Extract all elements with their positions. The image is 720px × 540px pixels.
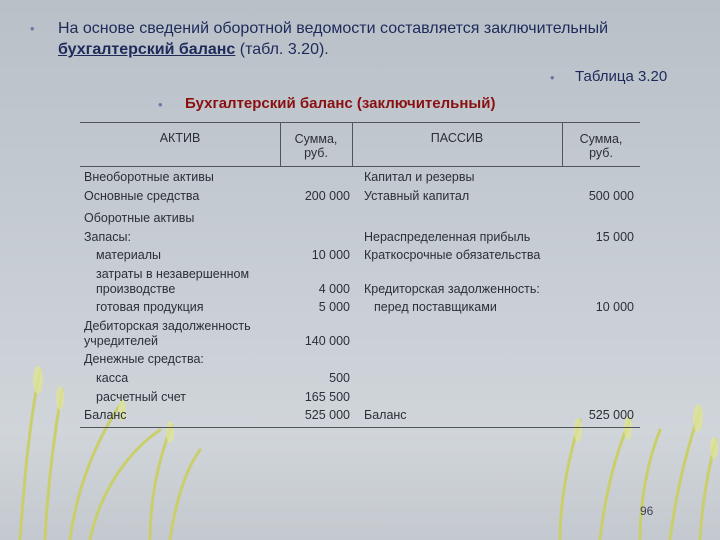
- table-row: готовая продукция: [96, 300, 204, 314]
- table-value: 10 000: [311, 248, 350, 262]
- table-row: Уставный капитал: [364, 189, 470, 203]
- table-value: 500 000: [588, 189, 634, 203]
- bullet-icon: •: [30, 21, 35, 36]
- header-passiv: ПАССИВ: [430, 131, 484, 145]
- intro-paragraph: [58, 18, 698, 60]
- table-row: Оборотные активы: [84, 211, 195, 225]
- table-value: 5 000: [318, 300, 350, 314]
- table-row: Дебиторская задолженность: [84, 319, 251, 333]
- table-row: затраты в незавершенном: [96, 267, 250, 281]
- table-value: 140 000: [304, 334, 350, 348]
- table-row: расчетный счет: [96, 390, 187, 404]
- table-value: 10 000: [595, 300, 634, 314]
- intro-line: На основе сведений оборотной ведомости составляется заключительный: [58, 20, 609, 37]
- table-row: производстве: [96, 282, 176, 296]
- table-row: Баланс: [84, 408, 127, 422]
- table-row: Баланс: [364, 408, 407, 422]
- table-title: Бухгалтерский баланс (заключительный): [185, 95, 496, 112]
- table-row: Основные средства: [84, 189, 200, 203]
- table-value: 165 500: [304, 390, 350, 404]
- table-value: 525 000: [304, 408, 350, 422]
- table-row: Денежные средства:: [84, 352, 204, 366]
- bullet-icon: •: [158, 97, 163, 112]
- table-row: Запасы:: [84, 230, 131, 244]
- header-sum-left: Сумма,: [294, 132, 338, 146]
- header-sum-right: Сумма,: [579, 132, 623, 146]
- table-row: касса: [96, 371, 129, 385]
- page-number: 96: [640, 504, 654, 518]
- table-row: Нераспределенная прибыль: [364, 230, 531, 244]
- table-value: 525 000: [588, 408, 634, 422]
- table-value: 500: [329, 371, 350, 385]
- header-sum-left-unit: руб.: [304, 146, 328, 160]
- intro-underlined: бухгалтерский баланс: [58, 41, 236, 58]
- balance-table: [80, 122, 640, 428]
- table-value: 4 000: [318, 282, 350, 296]
- table-row: перед поставщиками: [374, 300, 497, 314]
- table-row: Внеоборотные активы: [84, 170, 214, 184]
- table-row: материалы: [96, 248, 161, 262]
- table-row: учредителей: [84, 334, 159, 348]
- table-value: 15 000: [595, 230, 634, 244]
- table-row: Краткосрочные обязательства: [364, 248, 541, 262]
- bullet-icon: •: [550, 70, 555, 85]
- header-aktiv: АКТИВ: [159, 131, 201, 145]
- table-value: 200 000: [304, 189, 350, 203]
- table-row: Кредиторская задолженность:: [364, 282, 540, 296]
- table-number: Таблица 3.20: [575, 68, 668, 85]
- table-row: Капитал и резервы: [364, 170, 475, 184]
- header-sum-right-unit: руб.: [589, 146, 613, 160]
- intro-suffix: (табл. 3.20).: [235, 41, 329, 58]
